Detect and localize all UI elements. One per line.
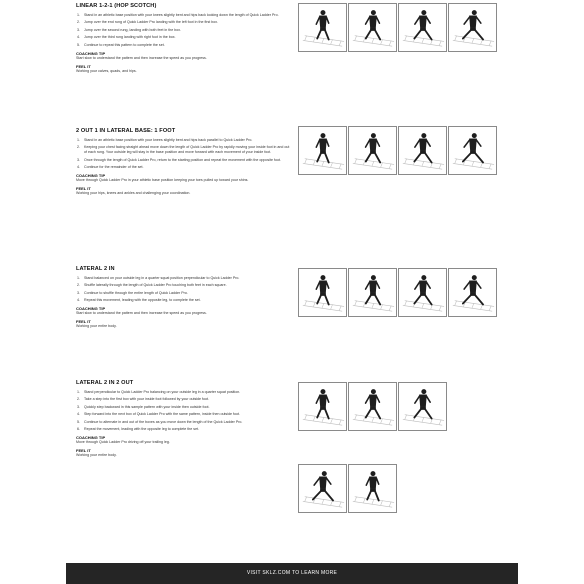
exercise-photo: [298, 126, 347, 175]
exercise-section-lateral-2-in: [76, 266, 292, 329]
exercise-steps: [76, 390, 292, 432]
coaching-tip-text: Start slow to understand the pattern and then increase the speed as you progress.: [76, 311, 207, 316]
exercise-photo: [298, 464, 347, 513]
step-item: 4. Continue for the remainder of the set.: [77, 165, 144, 170]
athlete-photo-illustration: [399, 127, 446, 174]
step-item: 3. Quickly step backward in this sample pattern with your inside then outside foot.: [77, 404, 210, 409]
exercise-photo: [398, 126, 447, 175]
step-item: 4. Jump over the third rung landing with right foot in the box.: [77, 35, 176, 40]
step-item: 3. Jump over the second rung, landing with both feet in the box.: [77, 27, 182, 32]
athlete-photo-illustration: [449, 127, 496, 174]
step-item: 2. Take a step into the first box with your inside foot followed by your outside foot.: [77, 397, 210, 402]
feel-it-text: Working your hips, knees and ankles and challenging your coordination.: [76, 191, 191, 196]
feel-it-heading: FEEL IT: [76, 447, 91, 453]
athlete-photo-illustration: [299, 127, 346, 174]
feel-it-text: Working your entire body.: [76, 324, 117, 329]
exercise-title: LATERAL 2 IN: [76, 266, 115, 272]
athlete-photo-illustration: [299, 383, 346, 430]
step-item: 5. Continue to repeat this pattern to complete the set.: [77, 42, 165, 47]
step-item: 2. Shuffle laterally through the length of Quick Ladder Pro touching both feet in each square.: [77, 283, 227, 288]
exercise-title: LATERAL 2 IN 2 OUT: [76, 380, 134, 386]
athlete-photo-illustration: [449, 4, 496, 51]
coaching-tip-text: Start slow to understand the pattern and then increase the speed as you progress.: [76, 55, 207, 60]
exercise-photo: [348, 382, 397, 431]
step-item: 4. Repeat this movement, leading with the opposite leg, to complete the set.: [77, 298, 201, 303]
step-item: 5. Continue to alternate in and out of the boxes as you move down the length of the Quick Ladder Pro.: [77, 419, 243, 424]
coaching-tip-heading: COACHING TIP: [76, 434, 106, 440]
step-item: 6. Repeat the movement, leading with the opposite leg to complete the set.: [77, 426, 200, 431]
exercise-photo: [398, 382, 447, 431]
exercise-section-lateral-2-in-2-out: [76, 380, 292, 458]
athlete-photo-illustration: [449, 269, 496, 316]
step-item: 1. Stand balanced on your outside leg in a quarter squat position perpendicular to Quick Ladder Pro.: [77, 276, 240, 280]
exercise-photo: [348, 3, 397, 52]
step-item: 3. Continue to shuffle through the entire length of Quick Ladder Pro.: [77, 290, 188, 295]
feel-it-heading: FEEL IT: [76, 63, 91, 69]
athlete-photo-illustration: [349, 465, 396, 512]
exercise-title: 2 OUT 1 IN LATERAL BASE: 1 FOOT: [76, 128, 176, 134]
exercise-steps: [76, 138, 292, 170]
exercise-section-2-out-1-in: [76, 128, 292, 196]
athlete-photo-illustration: [399, 383, 446, 430]
exercise-photo: [448, 126, 497, 175]
coaching-tip-heading: COACHING TIP: [76, 306, 106, 312]
exercise-photo: [398, 3, 447, 52]
athlete-photo-illustration: [349, 269, 396, 316]
coaching-tip-text: Move through Quick Ladder Pro driving off your trailing leg.: [76, 439, 170, 444]
athlete-photo-illustration: [299, 465, 346, 512]
athlete-photo-illustration: [399, 4, 446, 51]
feel-it-text: Working your calves, quads, and hips.: [76, 68, 137, 73]
athlete-photo-illustration: [399, 269, 446, 316]
athlete-photo-illustration: [349, 127, 396, 174]
athlete-photo-illustration: [349, 383, 396, 430]
step-item: 2. Jump over the end rung of Quick Ladder Pro landing with the left foot in the first box.: [77, 20, 219, 25]
athlete-photo-illustration: [349, 4, 396, 51]
footer-bar: [66, 563, 518, 584]
exercise-photo: [348, 268, 397, 317]
footer-link-text: VISIT SKLZ.COM TO LEARN MORE: [246, 570, 338, 576]
step-item: 1. Stand perpendicular to Quick Ladder Pro balancing on your outside leg in a quarter squat position.: [77, 390, 241, 394]
exercise-photo: [448, 3, 497, 52]
feel-it-heading: FEEL IT: [76, 186, 91, 192]
exercise-photo: [448, 268, 497, 317]
feel-it-heading: FEEL IT: [76, 319, 91, 325]
exercise-steps: [76, 13, 292, 48]
exercise-title: LINEAR 1-2-1 (HOP SCOTCH): [76, 3, 157, 9]
step-item: 1. Stand in an athletic base position with your knees slightly bent and hips back looking down the length of Quick Ladder Pro.: [77, 13, 279, 17]
exercise-section-linear-121: [76, 3, 292, 74]
feel-it-text: Working your entire body.: [76, 452, 117, 457]
exercise-steps: [76, 276, 292, 303]
exercise-photo: [348, 464, 397, 513]
step-item: 4. Step forward into the next box of Quick Ladder Pro with the same pattern, inside then outside foot.: [77, 412, 241, 417]
coaching-tip-text: Move through Quick Ladder Pro in your athletic base position keeping your toes pulled up toward your shins.: [76, 178, 249, 183]
athlete-photo-illustration: [299, 4, 346, 51]
step-item: 3. Once through the length of Quick Ladder Pro, return to the starting position and repeat the movement with the opposite foot.: [77, 157, 281, 162]
exercise-photo: [298, 268, 347, 317]
exercise-photo: [348, 126, 397, 175]
athlete-photo-illustration: [299, 269, 346, 316]
step-item: 2. Keeping your chest facing straight ahead move down the length of Quick Ladder Pro by rapidly moving your inside foot in and out of each rung. Your outside leg will stay in the base position and move forward with each movement of your inside foot.: [77, 145, 290, 155]
step-item: 1. Stand in an athletic base position with your knees slightly bent and hips back parallel to Quick Ladder Pro.: [77, 138, 253, 142]
exercise-photo: [298, 382, 347, 431]
exercise-photo: [298, 3, 347, 52]
coaching-tip-heading: COACHING TIP: [76, 173, 106, 179]
exercise-photo: [398, 268, 447, 317]
coaching-tip-heading: COACHING TIP: [76, 50, 106, 56]
